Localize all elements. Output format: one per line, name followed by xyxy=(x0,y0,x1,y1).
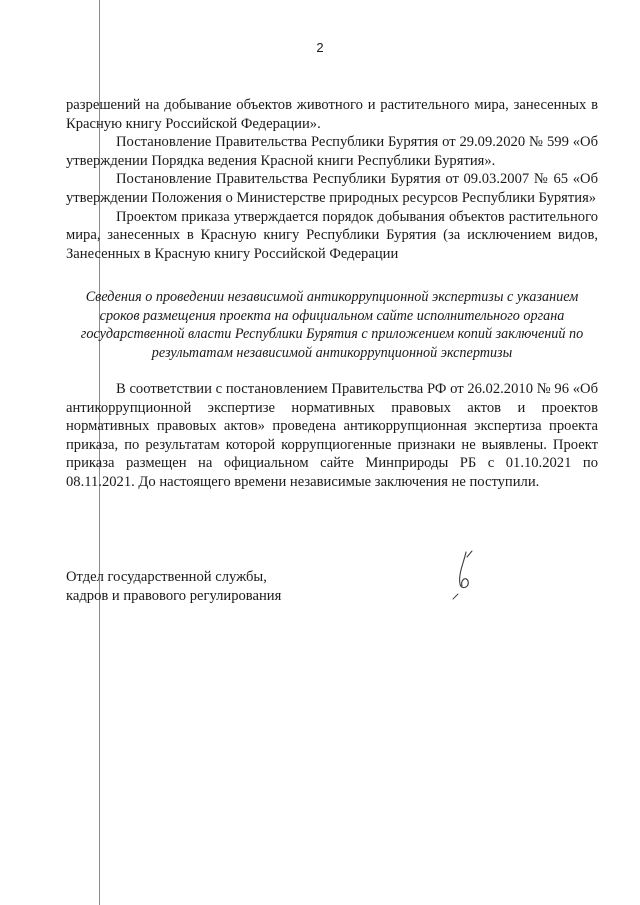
paragraph-resolution-65: Постановление Правительства Республики Бурятия от 09.03.2007 № 65 «Об утверждении Положения о Министерстве природных ресурсов Республики Бурятия» xyxy=(66,171,598,206)
handwritten-signature xyxy=(446,548,486,600)
signatory-line-2: кадров и правового регулирования xyxy=(66,587,282,604)
legal-basis-section xyxy=(66,96,598,263)
expertise-section xyxy=(66,380,598,492)
paragraph-draft-order: Проектом приказа утверждается порядок добывания объектов растительного мира, занесенных в Красную книгу Республики Бурятия (за исключением видов, Занесенных в Красную книгу Российской Федерации xyxy=(66,208,598,262)
paragraph-continuation: разрешений на добывание объектов животного и растительного мира, занесенных в Красную книгу Российской Федерации». xyxy=(66,97,598,132)
paragraph-resolution-599: Постановление Правительства Республики Бурятия от 29.09.2020 № 599 «Об утверждении Порядка ведения Красной книги Республики Бурятия». xyxy=(66,134,598,169)
page-number: 2 xyxy=(316,40,324,55)
paragraph-expertise-result: В соответствии с постановлением Правительства РФ от 26.02.2010 № 96 «Об антикоррупционной экспертизе нормативных правовых актов и проектов нормативных правовых актов» проведена антикоррупционная экспертиза проекта приказа, по результатам которой коррупциогенные признаки не выявлены. Проект приказа размещен на официальном сайте Минприроды РБ с 01.10.2021 по 08.11.2021. До настоящего времени независимые заключения не поступили. xyxy=(66,381,598,490)
expertise-notice-heading: Сведения о проведении независимой антикоррупционной экспертизы с указанием сроков размещения проекта на официальном сайте исполнительного органа государственной власти Республики Бурятия с приложением копий заключений по результатам независимой антикоррупционной экспертизы xyxy=(80,289,584,361)
signatory-line-1: Отдел государственной службы, xyxy=(66,569,267,585)
signatory-block xyxy=(66,568,281,605)
